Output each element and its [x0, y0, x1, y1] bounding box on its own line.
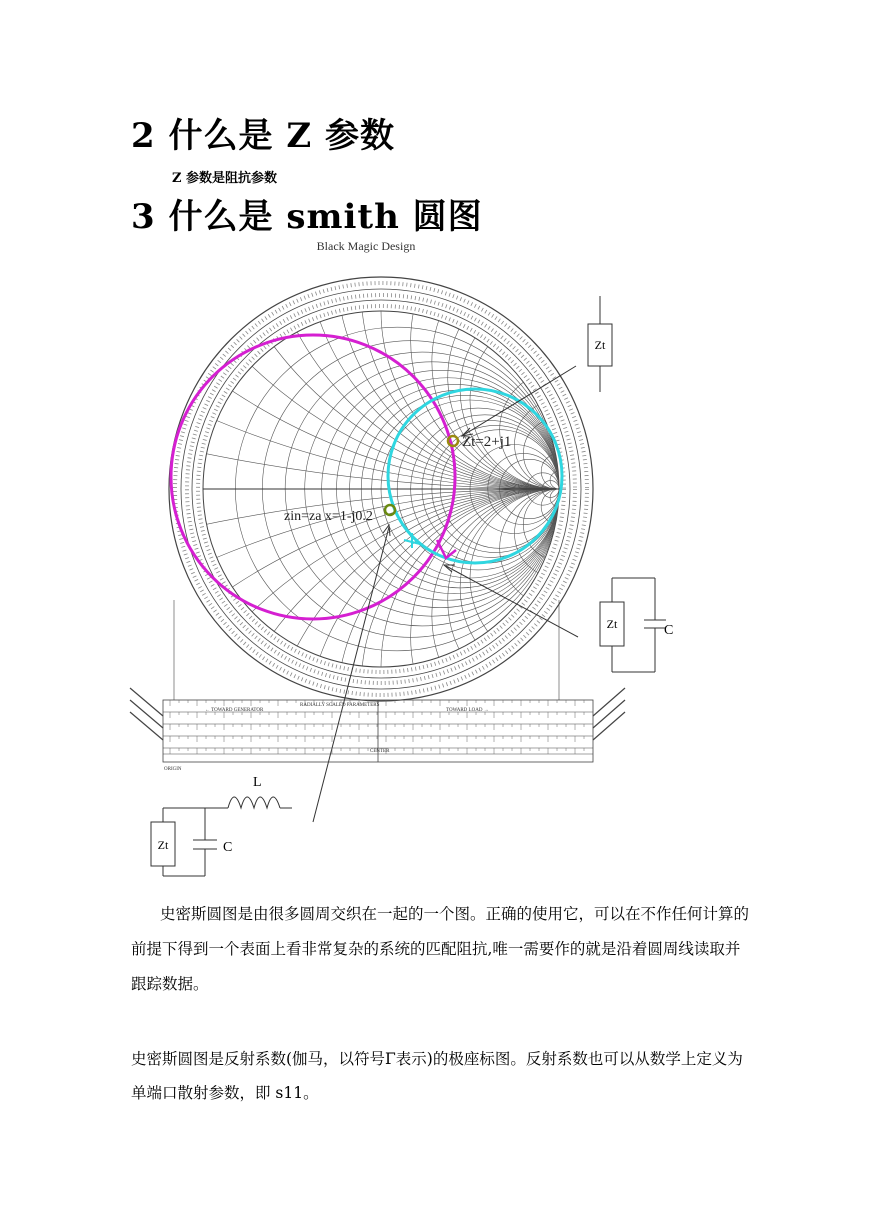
z-parameters-description: Z 参数是阻抗参数	[172, 171, 278, 186]
paragraph-2-line-1: 史密斯圆图是反射系数(伽马，以符号Γ表示)的极座标图。反射系数也可以从数学上定义为	[131, 1050, 743, 1068]
scale-origin: ORIGIN	[164, 767, 182, 772]
point-zin-label: zin=za x=1-j0.2	[284, 509, 373, 524]
scale-toward-generator: ← TOWARD GENERATOR	[205, 708, 264, 713]
smith-chart-figure	[0, 230, 869, 890]
section-heading-z-parameters: 2 什么是 Z 参数	[131, 116, 395, 156]
paragraph-1-line-1: 史密斯圆图是由很多圆周交织在一起的一个图。正确的使用它，可以在不作任何计算的	[160, 905, 750, 923]
scale-toward-load: TOWARD LOAD →	[446, 708, 489, 713]
zt-label-bottom: Zt	[157, 838, 169, 852]
paragraph-2-line-2: 单端口散射参数，即 s11。	[131, 1084, 319, 1102]
zt-label-top: Zt	[594, 338, 606, 352]
reactance-arc	[470, 311, 648, 489]
c-label-bottom: C	[223, 840, 233, 855]
reactance-arc	[114, 230, 869, 489]
zt-label-right: Zt	[606, 617, 618, 631]
section-heading-smith-chart: 3 什么是 smith 圆图	[131, 197, 483, 237]
point-zt-label: Zt=2+j1	[462, 434, 512, 450]
reactance-arc	[114, 489, 869, 890]
paragraph-1-line-3: 跟踪数据。	[131, 975, 209, 993]
figure-title: Black Magic Design	[316, 239, 416, 253]
scale-header: RADIALLY SCALED PARAMETERS	[300, 703, 380, 708]
smith-chart-grid	[0, 230, 869, 890]
paragraph-1-line-2: 前提下得到一个表面上看非常复杂的系统的匹配阻抗,唯一需要作的就是沿着圆周线读取并	[131, 940, 741, 958]
cyan-circle	[388, 389, 562, 563]
l-label: L	[253, 775, 262, 790]
c-label-right: C	[664, 623, 674, 638]
scale-center: CENTER	[370, 749, 390, 754]
lc-circuit	[151, 797, 292, 876]
